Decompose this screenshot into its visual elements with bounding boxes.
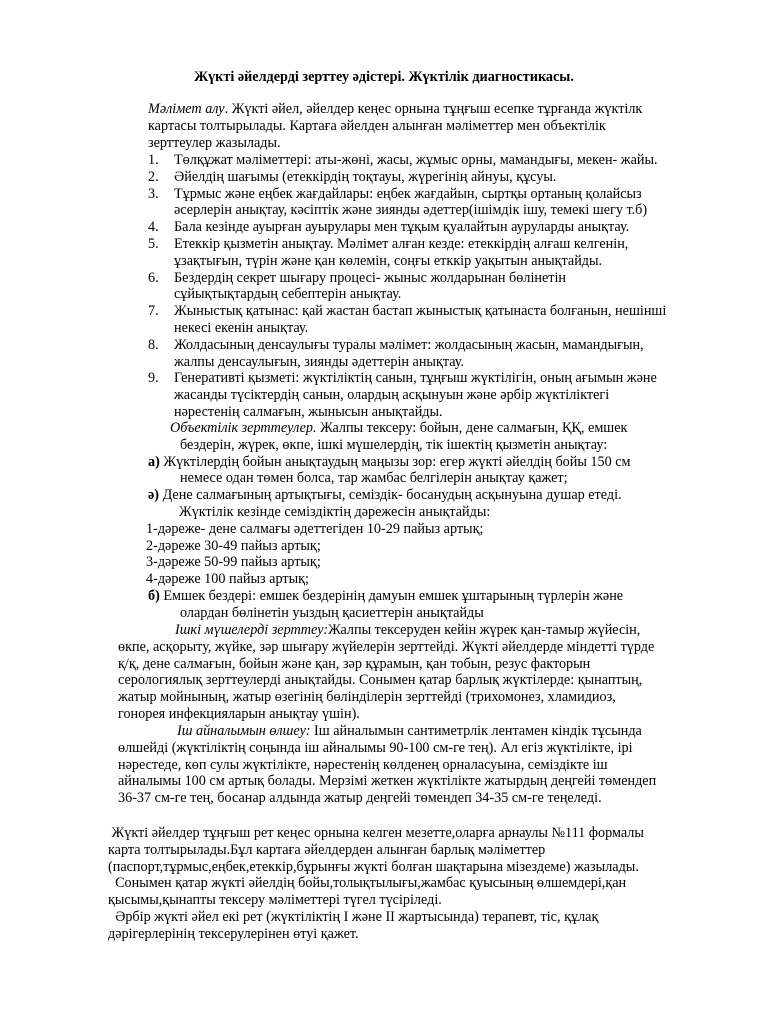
obesity-heading: Жүктілік кезінде семіздіктің дәрежесін анықтайды: — [179, 503, 491, 520]
list-item: 8. Жолдасының денсаулығы туралы мәлімет: жолдасының жасын, мамандығын, — [148, 336, 644, 353]
intro-lead: Мәлімет алу — [148, 101, 225, 117]
final-line: дәрігерлерінің тексерулерінен өтуі қажет. — [108, 925, 359, 942]
intro-line1: . Жүкті әйел, әйелдер кеңес орнына тұңғыш есепке тұрғанда жүктілк — [224, 101, 643, 117]
objective-line2: бездерін, жүрек, өкпе, ішкі мүшелердің, тік ішектің қызметін анықтау: — [180, 436, 608, 453]
item-b-line2: олардан бөлінетін уыздың қасиеттерін анықтайды — [180, 604, 484, 621]
obesity-degree: 2-дәреже 30-49 пайыз артық; — [146, 537, 321, 554]
abdomen-line: нәрестеде, көп сулы жүктілікте, нәрестенің көлденең орналасуына, семіздікте іш — [118, 756, 608, 773]
abdomen-lead: Іш айналымын өлшеу: — [177, 723, 311, 739]
internal-line: өкпе, асқорыту, жүйке, зәр шығару жүйелерін зерттейді. Жүкті әйелдерде міндетті түрде — [118, 638, 655, 655]
list-item-continuation: ұзақтығын, түрін және қан көлемін, соңғы етккір уақытын анықтайды. — [174, 252, 603, 269]
obesity-degree: 1-дәреже- дене салмағы әдеттегіден 10-29 пайыз артық; — [146, 520, 484, 537]
intro-paragraph — [148, 101, 642, 151]
list-item: 1. Төлқұжат мәліметтері: аты-жөні, жасы, жұмыс орны, мамандығы, мекен- жайы. — [148, 152, 658, 168]
final-line: (паспорт,тұрмыс,еңбек,етеккір,бұрынғы жүкті болған шақтарына мізездеме) жазылады. — [108, 858, 639, 875]
internal-line: қ/қ, дене салмағын, бойын және қан, зәр құрамын, қан тобын, резус факторын — [118, 655, 591, 672]
obesity-degree: 4-дәреже 100 пайыз артық; — [146, 571, 309, 588]
final-line: Жүкті әйелдер тұңғыш рет кеңес орнына келген мезетте,оларға арнаулы №111 формалы — [108, 825, 644, 841]
abdomen-line: айналымы 100 см артық болады. Мерзімі жеткен жүктілікте жатырдың деңгейі төмендеп — [118, 773, 657, 790]
item-ae-line1: Дене салмағының артықтығы, семіздік- босанудың асқынуына душар етеді. — [159, 487, 622, 504]
list-item-continuation: әсерлерін анықтау, кәсіптік және зиянды әдеттер(ішімдік ішу, темекі шегу т.б) — [174, 202, 648, 219]
list-item-continuation: жасанды түсіктердің санын, олардың асқынуын және әрбір жүктіліктегі — [174, 387, 610, 404]
final-line: карта толтырылады.Бұл картаға әйелдерден алынған барлық мәліметтер — [108, 841, 546, 858]
list-item-continuation: некесі екенін анықтау. — [174, 319, 309, 336]
final-line: қысымы,қынапты тексеру мәліметтері түгел түсіріледі. — [108, 892, 442, 909]
list-item: 5. Етеккір қызметін анықтау. Мәлімет алған кезде: етеккірдің алғаш келгенін, — [148, 235, 629, 252]
item-ae-label: ә) — [148, 487, 160, 504]
abdomen-line: өлшейді (жүктіліктің соңында іш айналымы 90-100 см-ге тең). Ал егіз жүктілікте, ірі — [118, 739, 633, 756]
objective-lead: Объектілік зерттеулер. — [170, 420, 317, 436]
abdomen-line: 36-37 см-ге тең, босанар алдында жатыр деңгейі төмендеп 34-35 см-ге теңеледі. — [118, 790, 602, 807]
final-line: Сонымен қатар жүкті әйелдің бойы,толықтылығы,жамбас қуысының өлшемдері,қан — [108, 875, 627, 892]
item-b-line1: Емшек бездері: емшек бездерінің дамуын емшек ұштарының түрлерін және — [159, 587, 624, 604]
objective-paragraph: Объектілік зерттеулер. Жалпы тексеру: бойын, дене салмағын, ҚҚ, емшек бездерін, жүрек, өкпе, ішкі мүшелердің, тік ішектің қызметін анықтау: а) Жүктілердің бойын анықтаудың маңызы зор: егер жүкті әйелдің бойы 150 см немесе одан төмен болса, тар жамбас белгілерін анықтау қажет; ә) Дене салмағының артықтығы, семіздік- босанудың асқынуына душар етеді. Жүктілік кезінде семіздіктің дәрежесін анықтайды: 1-дәреже- дене салмағы әдеттегіден 10-29 пайыз артық; 2-дәреже 30-49 пайыз артық; 3-дәреже 50-99 пайыз артық; 4-дәреже 100 пайыз артық; б) Емшек бездері: емшек бездерінің дамуын емшек ұштарының түрлерін және олардан бөлінетін уыздың қасиеттерін анықтайды — [146, 420, 631, 621]
list-item: 6. Бездердің секрет шығару процесі- жыныс жолдарынан бөлінетін — [148, 269, 567, 286]
item-a-label: а) — [148, 453, 160, 470]
anamnesis-list — [148, 152, 666, 421]
abdomen-paragraph: Іш айналымын өлшеу: Іш айналымын сантиметрлік лентамен кіндік тұсында өлшейді (жүктіліктің соңында іш айналымы 90-100 см-ге тең). Ал егіз жүктілікте, ірі нәрестеде, көп сулы жүктілікте, нәрестенің көлденең орналасуына, семіздікте іш айналымы 100 см артық болады. Мерзімі жеткен жүктілікте жатырдың деңгейі төмендеп 36-37 см-ге тең, босанар алдында жатыр деңгейі төмендеп 34-35 см-ге теңеледі. — [118, 723, 657, 807]
item-a-line1: Жүктілердің бойын анықтаудың маңызы зор: егер жүкті әйелдің бойы 150 см — [159, 453, 631, 470]
list-item: 7. Жыныстық қатынас: қай жастан бастап жыныстық қатынаста болғанын, нешінші — [148, 303, 667, 320]
intro-line2: картасы толтырылады. Картаға әйелден алынған мәліметтер мен объектілік — [148, 117, 606, 134]
item-b-label: б) — [148, 587, 160, 604]
list-item-continuation: сұйықтықтардың себептерін анықтау. — [174, 286, 402, 303]
list-item: 3. Тұрмыс және еңбек жағдайлары: еңбек жағдайын, сыртқы ортаның қолайсыз — [148, 185, 642, 202]
internal-line: гонорея инфекцияларын анықтау үшін). — [118, 705, 360, 722]
item-a-line2: немесе одан төмен болса, тар жамбас белгілерін анықтау қажет; — [180, 470, 568, 487]
internal-line: жатыр мойнының, жатыр өзегінің бөлінділерін зерттейді (трихомонез, хламидиоз, — [118, 689, 616, 706]
document-title: Жүкті әйелдерді зерттеу әдістері. Жүктілік диагностикасы. — [194, 69, 574, 85]
list-item-continuation: жалпы денсаулығын, зиянды әдеттерін анықтау. — [174, 353, 465, 370]
list-item: 2. Әйелдің шағымы (етеккірдің тоқтауы, жүрегінің айнуы, құсуы. — [148, 168, 557, 185]
final-paragraph — [108, 825, 644, 943]
final-line: Әрбір жүкті әйел екі рет (жүктіліктің І және ІІ жартысында) терапевт, тіс, құлақ — [108, 908, 599, 925]
list-item-continuation: нәрестенің салмағын, жынысын анықтайды. — [174, 403, 443, 420]
obesity-degree: 3-дәреже 50-99 пайыз артық; — [146, 554, 321, 571]
list-item: 4. Бала кезінде ауырған ауырулары мен тұқым қуалайтын ауруларды анықтау. — [148, 219, 630, 236]
list-item: 9. Генеративті қызметі: жүктіліктің санын, тұңғыш жүктілігін, оның ағымын және — [148, 370, 657, 387]
internal-organs-paragraph: Ішкі мүшелерді зерттеу:Жалпы тексеруден кейін жүрек қан-тамыр жүйесін, өкпе, асқорыту, жүйке, зәр шығару жүйелерін зерттейді. Жүкті әйелдерде міндетті түрде қ/қ, дене салмағын, бойын және қан, зәр құрамын, қан тобын, резус факторын серологиялық зерттеулерді анықтайды. Сонымен қатар барлық жүктілерде: қынаптың, жатыр мойнының, жатыр өзегінің бөлінділерін зерттейді (трихомонез, хламидиоз, гонорея инфекцияларын анықтау үшін). — [118, 622, 655, 722]
intro-line3: зерттеулер жазылады. — [148, 134, 281, 151]
internal-lead: Ішкі мүшелерді зерттеу: — [175, 622, 329, 638]
internal-line: серологиялық зерттеулерді анықтайды. Сонымен қатар барлық жүктілерде: қынаптың, — [118, 672, 643, 689]
